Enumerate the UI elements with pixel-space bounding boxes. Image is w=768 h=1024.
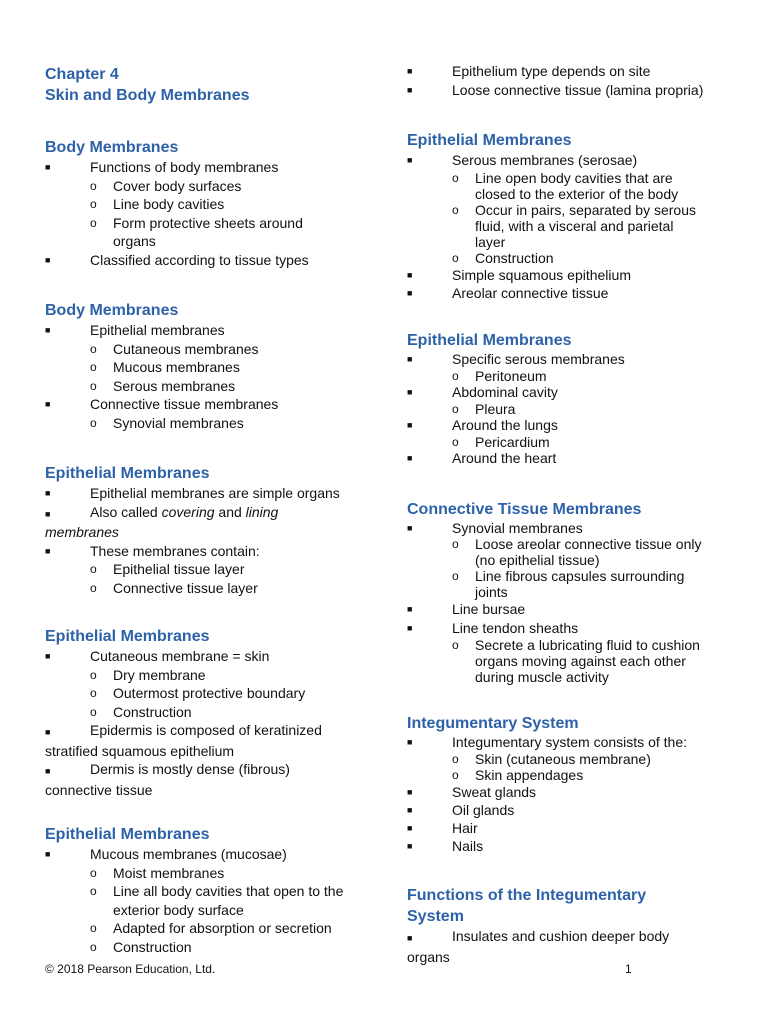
list-subitem: o Line all body cavities that open to the bbox=[90, 883, 344, 899]
list-item: ■ Connective tissue membranes bbox=[45, 396, 279, 412]
circle-bullet-icon: o bbox=[90, 939, 97, 954]
list-subitem: o Outermost protective boundary bbox=[90, 685, 306, 701]
list-item: ■ Epithelial membranes are simple organs bbox=[45, 485, 340, 501]
list-subitem: o Line fibrous capsules surrounding bbox=[452, 568, 685, 584]
section-heading-line2: System bbox=[407, 908, 464, 925]
circle-bullet-icon: o bbox=[452, 202, 459, 217]
bullet-icon: ■ bbox=[45, 254, 51, 265]
bullet-icon: ■ bbox=[407, 841, 413, 851]
section-integumentary-functions bbox=[407, 885, 732, 967]
circle-bullet-icon: o bbox=[90, 686, 97, 700]
circle-bullet-icon: o bbox=[452, 368, 459, 383]
circle-bullet-icon: o bbox=[452, 434, 459, 449]
list-subitem: o Serous membranes bbox=[90, 377, 236, 394]
section-heading: Body Membranes bbox=[45, 302, 179, 319]
bullet-icon: ■ bbox=[407, 604, 413, 614]
list-item: ■ Line bursae bbox=[407, 601, 526, 617]
chapter-number: Chapter 4 bbox=[45, 66, 119, 83]
circle-bullet-icon: o bbox=[452, 401, 459, 416]
bullet-icon: ■ bbox=[45, 766, 51, 776]
circle-bullet-icon: o bbox=[90, 921, 97, 935]
section-body-membranes-2 bbox=[45, 300, 370, 432]
list-subitem: o Cutaneous membranes bbox=[90, 340, 259, 357]
list-subitem: o Construction bbox=[90, 703, 192, 720]
section-body-membranes-1 bbox=[45, 137, 370, 269]
section-heading: Epithelial Membranes bbox=[45, 465, 210, 482]
chapter-title bbox=[45, 64, 370, 106]
list-item: ■ Synovial membranes bbox=[407, 520, 583, 536]
bullet-icon: ■ bbox=[407, 823, 413, 833]
list-subitem: o Connective tissue layer bbox=[90, 579, 258, 596]
circle-bullet-icon: o bbox=[452, 250, 459, 265]
list-item-wrapped: ■ Dermis is mostly dense (fibrous) connective tissue bbox=[45, 761, 290, 798]
list-subitem: o Skin appendages bbox=[452, 767, 584, 783]
list-item: ■ Classified according to tissue types bbox=[45, 251, 309, 268]
bullet-icon: ■ bbox=[407, 66, 413, 76]
circle-bullet-icon: o bbox=[90, 341, 97, 356]
list-item: ■ Loose connective tissue (lamina propria) bbox=[407, 81, 704, 98]
chapter-name: Skin and Body Membranes bbox=[45, 87, 250, 104]
bullet-icon: ■ bbox=[407, 420, 413, 430]
list-subitem: o Skin (cutaneous membrane) bbox=[452, 751, 651, 767]
list-item: ■ Sweat glands bbox=[407, 784, 537, 800]
list-item-wrapped: ■ Epidermis is composed of keratinized stratified squamous epithelium bbox=[45, 722, 322, 759]
list-item: ■ Simple squamous epithelium bbox=[407, 266, 631, 283]
list-item: ■ Oil glands bbox=[407, 802, 515, 818]
list-item: ■ Around the lungs bbox=[407, 417, 558, 433]
list-subitem: o Epithelial tissue layer bbox=[90, 561, 245, 577]
circle-bullet-icon: o bbox=[90, 378, 97, 393]
list-subitem: o Synovial membranes bbox=[90, 414, 244, 431]
list-subitem: o Form protective sheets around bbox=[90, 214, 303, 231]
section-heading: Epithelial Membranes bbox=[407, 332, 572, 349]
list-subitem: o Cover body surfaces bbox=[90, 177, 242, 194]
section-integumentary-system bbox=[407, 713, 732, 855]
section-heading: Body Membranes bbox=[45, 139, 179, 156]
bullet-icon: ■ bbox=[407, 387, 413, 397]
list-item: ■ Around the heart bbox=[407, 450, 557, 466]
footer-copyright: © 2018 Pearson Education, Ltd. bbox=[45, 962, 216, 976]
list-subitem: o Loose areolar connective tissue only bbox=[452, 536, 702, 552]
list-item: ■ Mucous membranes (mucosae) bbox=[45, 846, 287, 862]
list-subitem: o Secrete a lubricating fluid to cushion bbox=[452, 637, 700, 653]
bullet-icon: ■ bbox=[407, 155, 413, 165]
bullet-icon: ■ bbox=[407, 84, 413, 95]
circle-bullet-icon: o bbox=[90, 580, 97, 595]
circle-bullet-icon: o bbox=[90, 667, 97, 682]
list-item: ■ Epithelial membranes bbox=[45, 322, 225, 338]
list-item: ■ Nails bbox=[407, 838, 484, 854]
list-subitem: o Line body cavities bbox=[90, 196, 225, 212]
list-item: ■ Epithelium type depends on site bbox=[407, 63, 651, 79]
bullet-icon: ■ bbox=[45, 849, 51, 859]
circle-bullet-icon: o bbox=[452, 752, 459, 766]
bullet-icon: ■ bbox=[45, 651, 51, 661]
bullet-icon: ■ bbox=[45, 727, 51, 737]
section-heading: Integumentary System bbox=[407, 715, 579, 732]
list-subitem-continued: exterior body surface bbox=[113, 901, 244, 918]
section-heading: Epithelial Membranes bbox=[407, 132, 572, 149]
section-epithelial-membranes-3 bbox=[45, 824, 370, 956]
list-subitem: o Construction bbox=[452, 249, 554, 266]
circle-bullet-icon: o bbox=[452, 170, 459, 185]
list-subitem: o Dry membrane bbox=[90, 666, 206, 683]
list-subitem: o Construction bbox=[90, 938, 192, 955]
bullet-icon: ■ bbox=[45, 162, 51, 172]
section-serous-membranes bbox=[407, 130, 732, 303]
section-epithelial-membranes-1 bbox=[45, 463, 370, 597]
list-item-wrapped: ■ Also called covering and lining membranes bbox=[45, 503, 279, 540]
list-subitem: o Line open body cavities that are bbox=[452, 169, 673, 186]
bullet-icon: ■ bbox=[407, 288, 413, 298]
list-subitem: o Pleura bbox=[452, 400, 516, 417]
list-subitem: o Moist membranes bbox=[90, 864, 225, 881]
list-subitem-continued: joints bbox=[475, 584, 508, 600]
page-number: 1 bbox=[625, 962, 632, 976]
section-specific-serous bbox=[407, 330, 732, 467]
list-subitem-continued: fluid, with a visceral and parietal bbox=[475, 217, 674, 234]
circle-bullet-icon: o bbox=[90, 197, 97, 211]
circle-bullet-icon: o bbox=[452, 569, 459, 583]
section-connective-tissue bbox=[407, 499, 732, 685]
list-subitem-continued: layer bbox=[475, 233, 506, 250]
bullet-icon: ■ bbox=[407, 805, 413, 815]
bullet-icon: ■ bbox=[45, 325, 51, 335]
bullet-icon: ■ bbox=[407, 787, 413, 797]
continued-list bbox=[407, 62, 732, 99]
bullet-icon: ■ bbox=[407, 269, 413, 280]
bullet-icon: ■ bbox=[407, 453, 413, 463]
bullet-icon: ■ bbox=[45, 488, 51, 498]
circle-bullet-icon: o bbox=[90, 865, 97, 880]
list-subitem: o Peritoneum bbox=[452, 367, 547, 384]
list-item: ■ Areolar connective tissue bbox=[407, 285, 609, 301]
section-epithelial-membranes-2 bbox=[45, 626, 370, 799]
section-heading: Epithelial Membranes bbox=[45, 826, 210, 843]
bullet-icon: ■ bbox=[45, 545, 51, 556]
list-subitem: o Pericardium bbox=[452, 433, 550, 450]
circle-bullet-icon: o bbox=[90, 415, 97, 430]
list-subitem: o Adapted for absorption or secretion bbox=[90, 920, 332, 936]
bullet-icon: ■ bbox=[407, 933, 413, 943]
circle-bullet-icon: o bbox=[90, 178, 97, 193]
list-item: ■ Specific serous membranes bbox=[407, 351, 625, 367]
bullet-icon: ■ bbox=[407, 354, 413, 364]
circle-bullet-icon: o bbox=[90, 704, 97, 719]
bullet-icon: ■ bbox=[407, 737, 413, 747]
list-item: ■ Serous membranes (serosae) bbox=[407, 152, 638, 168]
list-item: ■ Integumentary system consists of the: bbox=[407, 734, 687, 750]
section-heading: Connective Tissue Membranes bbox=[407, 501, 642, 518]
bullet-icon: ■ bbox=[407, 523, 413, 533]
list-subitem: o Mucous membranes bbox=[90, 359, 240, 375]
circle-bullet-icon: o bbox=[452, 537, 459, 551]
bullet-icon: ■ bbox=[407, 622, 413, 633]
list-subitem-continued: closed to the exterior of the body bbox=[475, 185, 679, 202]
circle-bullet-icon: o bbox=[90, 360, 97, 374]
list-item: ■ Line tendon sheaths bbox=[407, 619, 579, 636]
circle-bullet-icon: o bbox=[90, 215, 97, 230]
list-item: ■ Functions of body membranes bbox=[45, 159, 279, 175]
list-subitem-continued: during muscle activity bbox=[475, 669, 609, 685]
bullet-icon: ■ bbox=[45, 399, 51, 409]
list-item: ■ Hair bbox=[407, 820, 478, 836]
list-subitem: o Occur in pairs, separated by serous bbox=[452, 201, 696, 218]
list-subitem-continued: organs moving against each other bbox=[475, 653, 686, 669]
list-item: ■ These membranes contain: bbox=[45, 542, 260, 559]
circle-bullet-icon: o bbox=[452, 768, 459, 782]
list-subitem-continued: organs bbox=[113, 233, 156, 249]
list-item: ■ Abdominal cavity bbox=[407, 384, 558, 400]
circle-bullet-icon: o bbox=[452, 638, 459, 652]
circle-bullet-icon: o bbox=[90, 884, 97, 898]
section-heading: Epithelial Membranes bbox=[45, 628, 210, 645]
list-item: ■ Cutaneous membrane = skin bbox=[45, 648, 270, 664]
circle-bullet-icon: o bbox=[90, 562, 97, 576]
section-heading-line1: Functions of the Integumentary bbox=[407, 887, 647, 904]
list-item-wrapped: ■ Insulates and cushion deeper body organs bbox=[407, 928, 670, 965]
bullet-icon: ■ bbox=[45, 508, 51, 519]
list-subitem-continued: (no epithelial tissue) bbox=[475, 552, 600, 568]
